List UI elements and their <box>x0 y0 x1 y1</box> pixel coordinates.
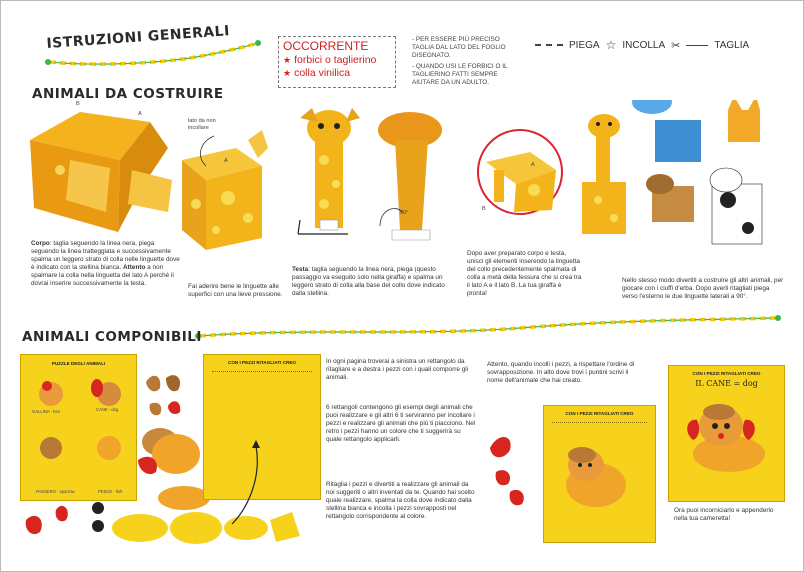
card-dog-complete-title: CON I PEZZI RITAGLIATI CREO <box>692 371 761 376</box>
caption-gallina: GALLINA - hen <box>32 409 61 414</box>
page-title: ISTRUZIONI GENERALI <box>46 23 231 52</box>
legend-piega: PIEGA <box>569 39 600 51</box>
note-item: - PER ESSERE PIÙ PRECISO TAGLIA DAL LATO DEL FOGLIO DISEGNATO. <box>412 36 506 59</box>
occorrente-item: ★ forbici o taglierino <box>283 54 377 66</box>
card-dog-name: IL CANE = dog <box>695 379 758 388</box>
label-b1: B <box>76 101 80 107</box>
note-item: - QUANDO USI LE FORBICI O IL TAGLIERINO FATTI SEMPRE AIUTARE DA UN ADULTO. <box>412 63 508 86</box>
cube-illustration <box>182 130 268 250</box>
magnify-detail-illustration <box>478 130 562 214</box>
scissors-icon: ✂ <box>671 39 681 52</box>
dopo-instructions: Dopo aver preparato corpo e testa, unisci gli elementi inserendo la linguetta del collo precedentemente spalmata di colla a metà della fessura che si crea tra il lato A e il lato B. La tua giraffa è pronta! <box>467 250 582 297</box>
occorrente-title: OCCORRENTE <box>283 39 369 53</box>
occorrente-box <box>278 36 396 88</box>
label-deg: 90° <box>400 210 409 216</box>
dotted-line <box>212 371 312 372</box>
section1-illustrations <box>0 100 804 250</box>
puzzle-card-title: PUZZLE DEGLI ANIMALI <box>51 361 106 366</box>
notes <box>412 36 514 87</box>
caption-pesce: PESCE - fish <box>98 489 123 494</box>
star-icon: ★ <box>283 67 292 78</box>
dog-body-illustration <box>544 423 655 533</box>
label-a3: A <box>531 162 535 168</box>
arrow-illustration <box>226 440 266 530</box>
star-icon: ★ <box>283 54 292 65</box>
nello-instructions: Nello stesso modo divertiti a costruire gli altri animali, per giocare con i ciuffi d'erba. Dopo averli ritagliati piega verso l'esterno le due linguette laterali a 90°. <box>622 277 784 300</box>
testa-instructions: Testa: taglia seguendo la linea nera, piega (questo passaggio va eseguito solo nella giraffa) e spalma un leggero strato di colla alla base del collo dove indicato dalla stellina. <box>292 266 445 297</box>
card-dog-complete <box>668 365 785 502</box>
dashed-line-icon <box>535 44 563 46</box>
legend <box>535 38 749 52</box>
card-dog-partial-title: CON I PEZZI RITAGLIATI CREO <box>565 411 634 416</box>
animals-group-illustration <box>632 100 762 244</box>
final-text: Ora puoi incorniciarlo e appenderlo nella tua cameretta! <box>674 507 774 522</box>
cut-line-icon <box>686 45 708 46</box>
giraffe-back-illustration <box>378 112 442 240</box>
red-pieces-illustration <box>480 420 550 530</box>
label-a2: A <box>224 158 228 164</box>
componibili-text-2: 6 rettangoli contengono gli esempi degli animali che puoi realizzare e gli altri 6 ti serviranno per incollare i pezzi e realizzare gli animali che più ti piacciono. Nel retro i pezzi hanno un colore che ti suggerirà su quale rettangolo applicarli. <box>326 404 476 443</box>
occorrente-item: ★ colla vinilica <box>283 67 351 79</box>
label-lato: lato da non incollare <box>188 118 216 131</box>
fai-instructions: Fai aderire bene le linguette alle superfici con una lieve pressione. <box>188 283 283 298</box>
componibili-text-4: Attento, quando incolli i pezzi, a rispettare l'ordine di sovrapposizione. In alto dove trovi i puntini scrivi il nome dell'animale che hai creato. <box>487 361 635 384</box>
caption-passero: PASSERO - sparrow <box>36 489 75 494</box>
componibili-text-3: Ritaglia i pezzi e divertiti a realizzare gli animali da noi suggeriti o altri inventati da te. Quando hai scelto quale realizzare, spalma la colla dove indicato dalla stellina bianca e incolla i pezzi sovrapposti nel rettangolo corrispondente al colore. <box>326 481 475 520</box>
giraffe-assembled-illustration <box>582 114 626 234</box>
legend-taglia: TAGLIA <box>714 39 750 51</box>
label-b2: B <box>482 206 486 212</box>
star-outline-icon: ☆ <box>605 38 617 52</box>
dog-complete-illustration <box>669 388 784 488</box>
componibili-text-1: In ogni pagina troverai a sinistra un rettangolo da ritagliare e a destra i pezzi con i quali comporre gli animali. <box>326 358 469 381</box>
legend-incolla: INCOLLA <box>622 39 666 51</box>
box-net-illustration <box>30 112 172 232</box>
card-dog-partial <box>543 405 656 543</box>
caption-cane: CANE - dog <box>96 407 119 412</box>
label-a1: A <box>138 111 142 117</box>
section-title-costruire: ANIMALI DA COSTRUIRE <box>32 86 224 102</box>
corpo-instructions: Corpo: taglia seguendo la linea nera, piega seguendo la linea tratteggiata e successivamente spalma un leggero strato di colla nelle linguette dove è indicato con la stellina bianca. Attento a non spalmare la colla nella linguetta del lato A perché il dovrai inserire successivamente la testa. <box>31 240 180 287</box>
section-title-componibili: ANIMALI COMPONIBILI <box>22 329 202 345</box>
empty-card-left-title: CON I PEZZI RITAGLIATI CREO <box>228 360 296 365</box>
giraffe-head-illustration <box>298 108 360 234</box>
